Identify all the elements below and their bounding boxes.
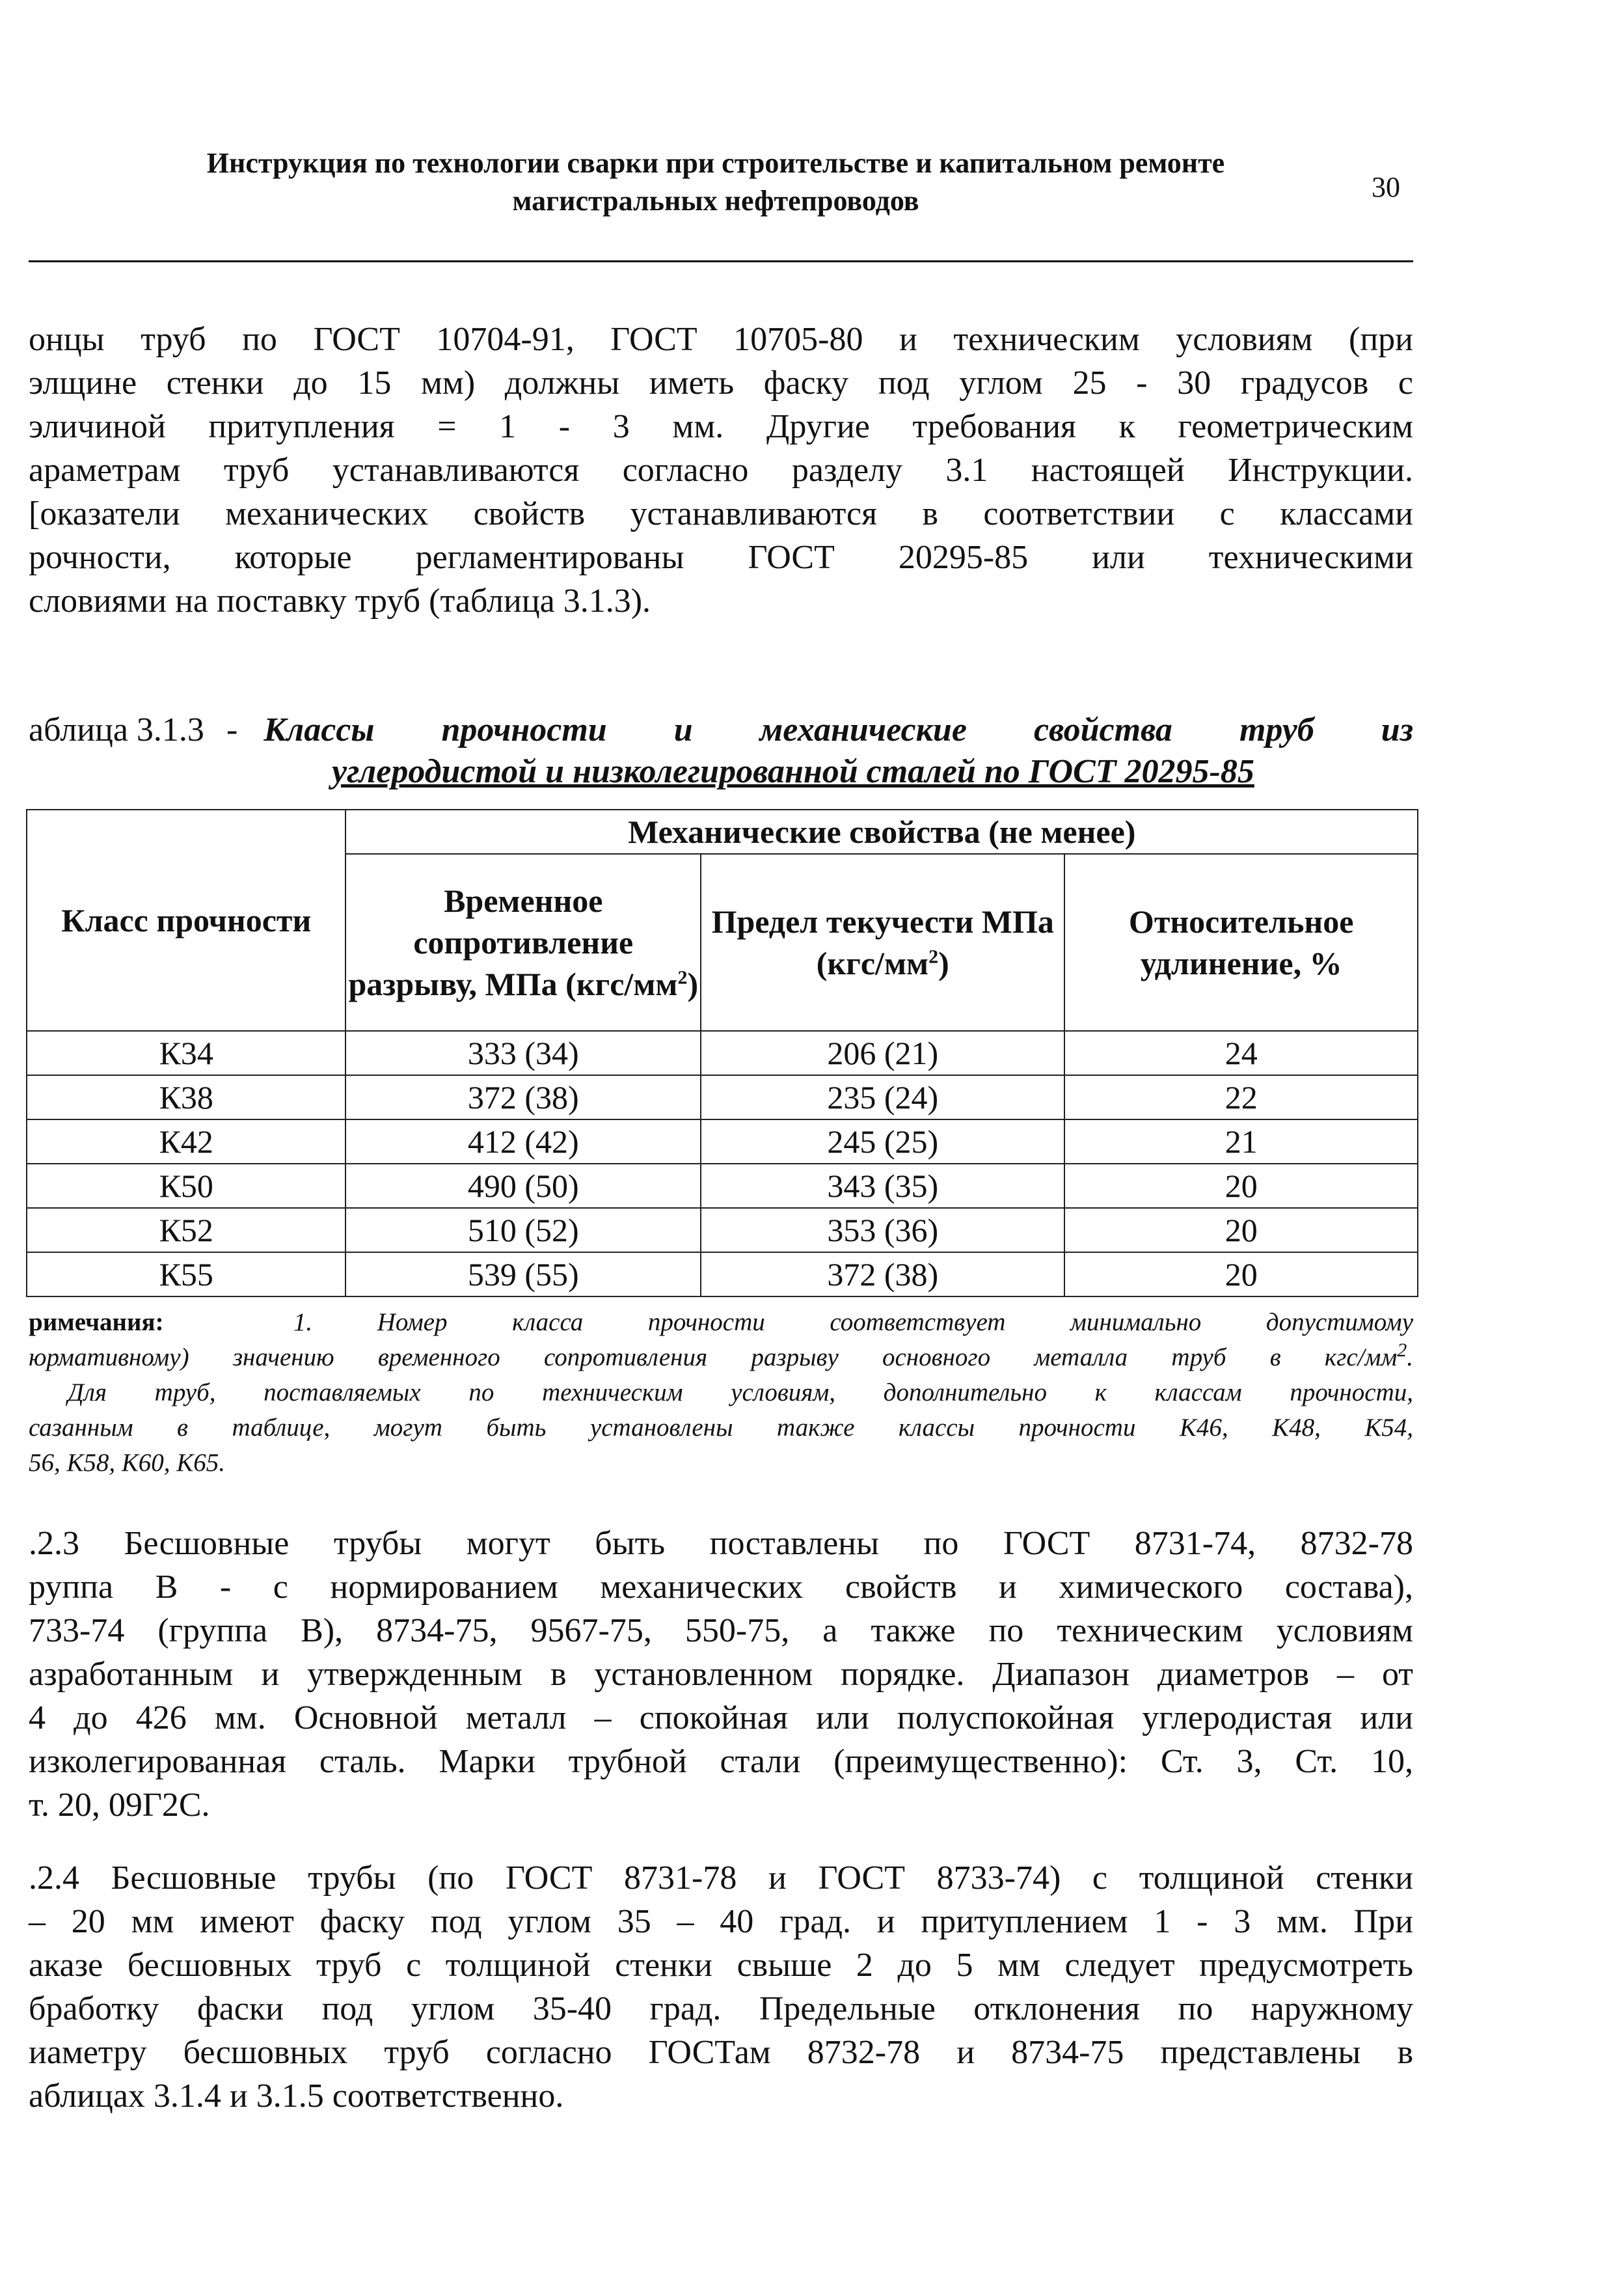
note-line: юрмативному) значению временного сопротивления разрыву основного металла труб в кгс/мм bbox=[29, 1343, 1398, 1371]
cell-elongation: 21 bbox=[1064, 1119, 1418, 1164]
table-row bbox=[27, 1031, 1418, 1075]
notes-lead: римечания: bbox=[29, 1308, 164, 1336]
cell-class: К50 bbox=[27, 1164, 345, 1208]
cell-yield: 372 (38) bbox=[701, 1252, 1064, 1296]
paragraph-3-2-4 bbox=[29, 1856, 1413, 2118]
table-row bbox=[27, 1164, 1418, 1208]
text-line: .2.4 Бесшовные трубы (по ГОСТ 8731-78 и ГОСТ 8733-74) с толщиной стенки bbox=[29, 1859, 1413, 1897]
cell-class: К38 bbox=[27, 1075, 345, 1119]
cell-tensile: 372 (38) bbox=[345, 1075, 701, 1119]
text-line: 4 до 426 мм. Основной металл – спокойная или полуспокойная углеродистая или bbox=[29, 1699, 1413, 1736]
cell-tensile: 510 (52) bbox=[345, 1208, 701, 1252]
text-line: рочности, которые регламентированы ГОСТ 20295-85 или техническими bbox=[29, 539, 1413, 576]
text-line: аказе бесшовных труб с толщиной стенки свыше 2 до 5 мм следует предусмотреть bbox=[29, 1947, 1413, 1984]
note-line: сазанным в таблице, могут быть установлены также классы прочности К46, К48, К54, bbox=[29, 1414, 1413, 1442]
document-header bbox=[104, 144, 1327, 220]
paragraph-3-2-3 bbox=[29, 1522, 1413, 1827]
text-line: эличиной притупления = 1 - 3 мм. Другие требования к геометрическим bbox=[29, 408, 1413, 445]
strength-classes-table bbox=[26, 809, 1418, 1297]
table-title-line-2: углеродистой и низколегированной сталей по ГОСТ 20295-85 bbox=[332, 753, 1254, 790]
text-line: словиями на поставку труб (таблица 3.1.3). bbox=[29, 583, 651, 620]
text-line: аблицах 3.1.4 и 3.1.5 соответственно. bbox=[29, 2077, 564, 2115]
note-line: Для труб, поставляемых по техническим условиям, дополнительно к классам прочности, bbox=[68, 1378, 1413, 1406]
cell-class: К34 bbox=[27, 1031, 345, 1075]
cell-yield: 235 (24) bbox=[701, 1075, 1064, 1119]
table-row bbox=[27, 1075, 1418, 1119]
cell-class: К42 bbox=[27, 1119, 345, 1164]
header-title-line-2: магистральных нефтепроводов bbox=[512, 185, 919, 217]
cell-class: К52 bbox=[27, 1208, 345, 1252]
header-tensile-strength: Временное сопротивление разрыву, МПа $(кгс/мм^2)$ bbox=[345, 854, 701, 1031]
cell-elongation: 20 bbox=[1064, 1208, 1418, 1252]
text-line: иаметру бесшовных труб согласно ГОСТам 8732-78 и 8734-75 представлены в bbox=[29, 2034, 1413, 2071]
header-title-line-1: Инструкция по технологии сварки при строительстве и капитальном ремонте bbox=[206, 147, 1225, 179]
table-row bbox=[27, 1119, 1418, 1164]
note-line: 1. Номер класса прочности соответствует минимально допустимому bbox=[293, 1308, 1414, 1336]
header-rule bbox=[29, 260, 1413, 262]
table-caption bbox=[29, 709, 1413, 793]
text-line: араметрам труб устанавливаются согласно разделу 3.1 настоящей Инструкции. bbox=[29, 452, 1413, 489]
note-line: 56, К58, К60, К65. bbox=[29, 1449, 225, 1477]
cell-yield: 245 (25) bbox=[701, 1119, 1064, 1164]
cell-yield: 343 (35) bbox=[701, 1164, 1064, 1208]
cell-tensile: 412 (42) bbox=[345, 1119, 701, 1164]
text-line: [оказатели механических свойств устанавливаются в соответствии с классами bbox=[29, 495, 1413, 532]
cell-yield: 206 (21) bbox=[701, 1031, 1064, 1075]
cell-elongation: 22 bbox=[1064, 1075, 1418, 1119]
text-line: 733-74 (группа В), 8734-75, 9567-75, 550-75, а также по техническим условиям bbox=[29, 1612, 1413, 1649]
text-line: – 20 мм имеют фаску под углом 35 – 40 град. и притуплением 1 - 3 мм. При bbox=[29, 1903, 1413, 1940]
table-label: аблица 3.1.3 bbox=[29, 711, 204, 748]
header-elongation: Относительное удлинение, % bbox=[1064, 854, 1418, 1031]
table-row bbox=[27, 1208, 1418, 1252]
page-number: 30 bbox=[1372, 171, 1400, 203]
text-line: онцы труб по ГОСТ 10704-91, ГОСТ 10705-80 и техническим условиям (при bbox=[29, 321, 1413, 358]
text-line: руппа В - с нормированием механических свойств и химического состава), bbox=[29, 1569, 1413, 1606]
cell-elongation: 20 bbox=[1064, 1252, 1418, 1296]
table-title-line-1: Классы прочности и механические свойства труб из bbox=[264, 711, 1413, 748]
cell-class: К55 bbox=[27, 1252, 345, 1296]
cell-tensile: 333 (34) bbox=[345, 1031, 701, 1075]
header-yield-strength: Предел текучести МПа $(кгс/мм^2)$ bbox=[701, 854, 1064, 1031]
text-line: элщине стенки до 15 мм) должны иметь фаску под углом 25 - 30 градусов с bbox=[29, 364, 1413, 402]
header-class: Класс прочности bbox=[27, 810, 345, 1031]
cell-elongation: 20 bbox=[1064, 1164, 1418, 1208]
cell-elongation: 24 bbox=[1064, 1031, 1418, 1075]
cell-yield: 353 (36) bbox=[701, 1208, 1064, 1252]
paragraph-pipe-ends bbox=[29, 318, 1413, 623]
table-notes: римечания: 1. Номер класса прочности соответствует минимально допустимому юрмативному) значению временного сопротивления разрыву основного металла труб в кгс/$мм^2$. Для труб, поставляемых по техническим условиям, дополнительно к классам прочности, сазанным в таблице, могут быть установлены также классы прочности К46, К48, К54, 56, К58, К60, К65. bbox=[29, 1305, 1413, 1481]
text-line: азработанным и утвержденным в установленном порядке. Диапазон диаметров – от bbox=[29, 1656, 1413, 1693]
caption-dash: - bbox=[226, 711, 238, 748]
cell-tensile: 490 (50) bbox=[345, 1164, 701, 1208]
text-line: т. 20, 09Г2С. bbox=[29, 1787, 210, 1824]
text-line: бработку фаски под углом 35-40 град. Предельные отклонения по наружному bbox=[29, 1990, 1413, 2027]
text-line: .2.3 Бесшовные трубы могут быть поставлены по ГОСТ 8731-74, 8732-78 bbox=[29, 1525, 1413, 1562]
header-mechanical-properties: Механические свойства (не менее) bbox=[345, 810, 1418, 854]
cell-tensile: 539 (55) bbox=[345, 1252, 701, 1296]
text-line: изколегированная сталь. Марки трубной стали (преимущественно): Ст. 3, Ст. 10, bbox=[29, 1743, 1413, 1780]
table-row bbox=[27, 1252, 1418, 1296]
